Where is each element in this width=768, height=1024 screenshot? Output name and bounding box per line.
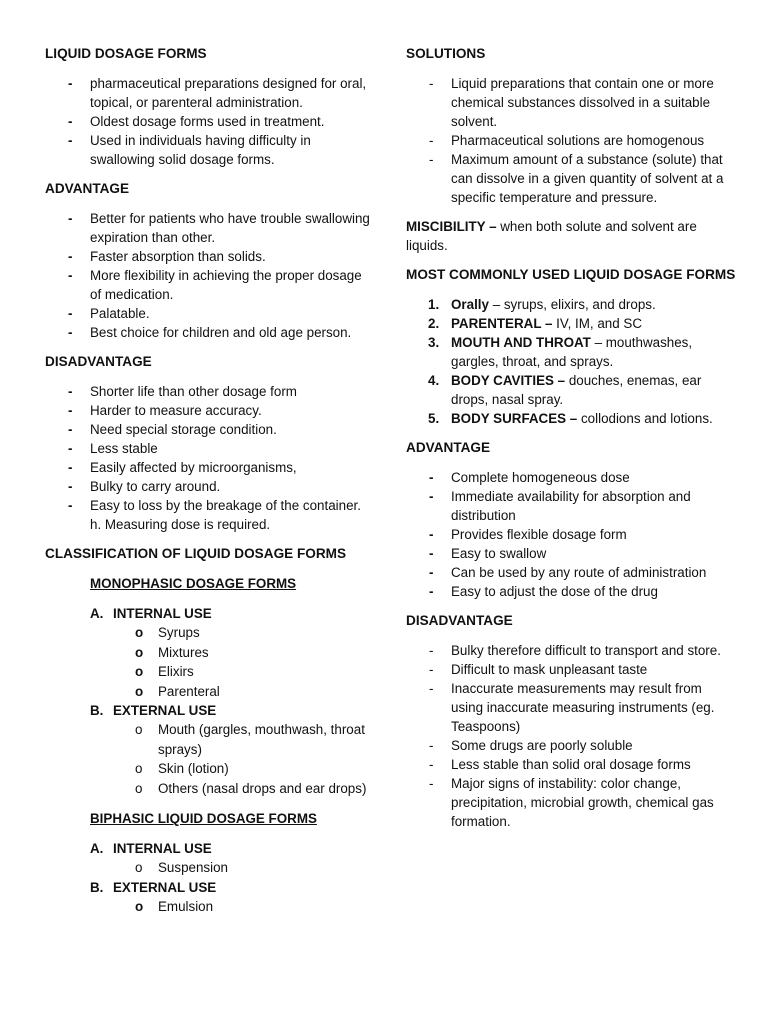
common-forms-list bbox=[406, 295, 736, 428]
list-item: - Used in individuals having difficulty in swallowing solid dosage forms. bbox=[68, 133, 311, 167]
bi-internal-list bbox=[45, 858, 375, 878]
disadvantage-list-left bbox=[45, 382, 375, 534]
mono-internal-list bbox=[45, 623, 375, 701]
classification-heading: CLASSIFICATION OF LIQUID DOSAGE FORMS bbox=[45, 546, 347, 561]
list-item: o Emulsion bbox=[135, 898, 214, 914]
solutions-heading: SOLUTIONS bbox=[406, 46, 486, 61]
list-item: - Complete homogeneous dose bbox=[429, 470, 630, 485]
mono-external-use-heading: B. EXTERNAL USE bbox=[90, 703, 217, 718]
disadvantage-heading-left: DISADVANTAGE bbox=[45, 354, 152, 369]
list-item: - Bulky therefore difficult to transport and store. bbox=[429, 643, 721, 658]
list-item: - Bulky to carry around. bbox=[68, 479, 221, 494]
list-item: - pharmaceutical preparations designed for oral, topical, or parenteral administration. bbox=[68, 76, 367, 110]
list-item: - Immediate availability for absorption and distribution bbox=[429, 489, 691, 523]
list-item: - More flexibility in achieving the proper dosage of medication. bbox=[68, 268, 362, 302]
list-item: - Some drugs are poorly soluble bbox=[429, 738, 633, 753]
miscibility-definition: MISCIBILITY – when both solute and solvent are liquids. bbox=[406, 219, 697, 253]
list-item: o Syrups bbox=[135, 625, 200, 640]
list-item: o Others (nasal drops and ear drops) bbox=[135, 780, 367, 796]
mono-external-list bbox=[45, 720, 375, 798]
bi-external-use-heading: B. EXTERNAL USE bbox=[90, 879, 217, 895]
list-item: o Elixirs bbox=[135, 664, 194, 679]
list-item: - Easily affected by microorganisms, bbox=[68, 460, 297, 475]
list-item: - Best choice for children and old age person. bbox=[68, 325, 352, 340]
list-item: - Inaccurate measurements may result from using inaccurate measuring instruments (eg. Teaspoons) bbox=[429, 681, 715, 734]
list-item: - Easy to loss by the breakage of the container. h. Measuring dose is required. bbox=[68, 498, 361, 532]
list-item: - Faster absorption than solids. bbox=[68, 249, 266, 264]
list-item: 4. BODY CAVITIES – douches, enemas, ear drops, nasal spray. bbox=[428, 373, 702, 407]
list-item: 2. PARENTERAL – IV, IM, and SC bbox=[428, 316, 642, 331]
list-item: - Provides flexible dosage form bbox=[429, 527, 627, 542]
advantage-list-right bbox=[406, 468, 736, 601]
mono-internal-use-heading: A. INTERNAL USE bbox=[90, 606, 212, 621]
liquid-dosage-list bbox=[45, 74, 375, 169]
list-item: - Shorter life than other dosage form bbox=[68, 384, 297, 399]
advantage-heading-left: ADVANTAGE bbox=[45, 181, 130, 196]
disadvantage-heading-right: DISADVANTAGE bbox=[406, 613, 513, 628]
solutions-list bbox=[406, 74, 736, 207]
list-item: - Harder to measure accuracy. bbox=[68, 403, 262, 418]
advantage-heading-right: ADVANTAGE bbox=[406, 440, 491, 455]
biphasic-title: BIPHASIC LIQUID DOSAGE FORMS bbox=[90, 811, 317, 826]
advantage-list-left bbox=[45, 209, 375, 342]
list-item: - Difficult to mask unpleasant taste bbox=[429, 662, 648, 677]
list-item: - Oldest dosage forms used in treatment. bbox=[68, 114, 325, 129]
list-item: - Better for patients who have trouble swallowing expiration than other. bbox=[68, 211, 370, 245]
list-item: - Liquid preparations that contain one or more chemical substances dissolved in a suitable solvent. bbox=[429, 76, 714, 129]
list-item: o Skin (lotion) bbox=[135, 761, 229, 776]
list-item: 1. Orally – syrups, elixirs, and drops. bbox=[428, 297, 656, 312]
list-item: - Easy to adjust the dose of the drug bbox=[429, 584, 658, 599]
bi-external-list bbox=[45, 897, 375, 917]
common-forms-heading: MOST COMMONLY USED LIQUID DOSAGE FORMS bbox=[406, 267, 736, 282]
list-item: - Need special storage condition. bbox=[68, 422, 277, 437]
list-item: - Less stable bbox=[68, 441, 158, 456]
list-item: o Parenteral bbox=[135, 683, 220, 699]
list-item: - Easy to swallow bbox=[429, 546, 547, 561]
right-column bbox=[406, 44, 736, 831]
list-item: 5. BODY SURFACES – collodions and lotions. bbox=[428, 411, 713, 426]
liquid-dosage-heading: LIQUID DOSAGE FORMS bbox=[45, 46, 207, 61]
left-column bbox=[45, 44, 375, 916]
list-item: - Less stable than solid oral dosage forms bbox=[429, 757, 691, 772]
list-item: 3. MOUTH AND THROAT – mouthwashes, gargles, throat, and sprays. bbox=[428, 335, 693, 369]
list-item: - Maximum amount of a substance (solute) that can dissolve in a given quantity of solvent at a specific temperature and pressure. bbox=[429, 152, 724, 205]
disadvantage-list-right bbox=[406, 641, 736, 831]
list-item: o Mixtures bbox=[135, 644, 209, 660]
list-item: - Major signs of instability: color change, precipitation, microbial growth, chemical gas formation. bbox=[429, 776, 714, 829]
list-item: o Suspension bbox=[135, 860, 228, 875]
list-item: - Palatable. bbox=[68, 306, 150, 321]
list-item: - Can be used by any route of administration bbox=[429, 565, 707, 580]
list-item: - Pharmaceutical solutions are homogenous bbox=[429, 133, 705, 148]
monophasic-title: MONOPHASIC DOSAGE FORMS bbox=[90, 576, 297, 591]
list-item: o Mouth (gargles, mouthwash, throat sprays) bbox=[135, 722, 365, 757]
bi-internal-use-heading: A. INTERNAL USE bbox=[90, 841, 212, 856]
